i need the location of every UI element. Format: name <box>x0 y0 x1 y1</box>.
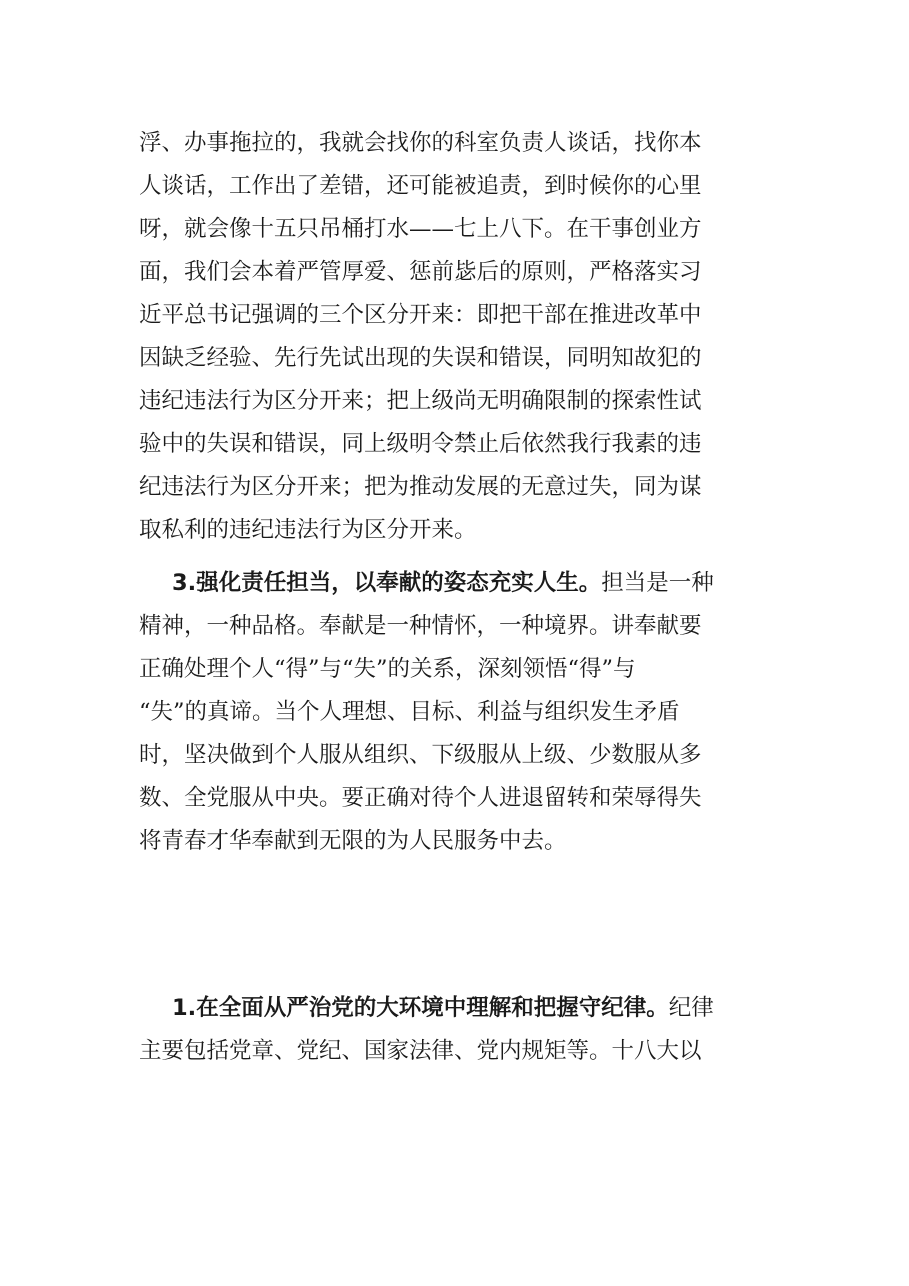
text-line: 面，我们会本着严管厚爱、惩前毖后的原则，严格落实习 <box>139 259 702 285</box>
section-heading <box>139 873 773 977</box>
text-line: 取私利的违纪违法行为区分开来。 <box>139 517 477 543</box>
text-line: 正确处理个人“得”与“失”的关系，深刻领悟“得”与 <box>139 656 636 682</box>
text-line: 数、全党服从中央。要正确对待个人进退留转和荣辱得失 <box>139 785 702 811</box>
paragraph-spacing <box>139 552 773 562</box>
section-heading-line <box>139 873 773 925</box>
text-line: 时，坚决做到个人服从组织、下级服从上级、少数服从多 <box>139 742 702 768</box>
text-line: 违纪违法行为区分开来；把上级尚无明确限制的探索性试 <box>139 388 702 414</box>
text-line: 近平总书记强调的三个区分开来：即把干部在推进改革中 <box>139 302 702 328</box>
text-line: “失”的真谛。当个人理想、目标、利益与组织发生矛盾 <box>139 699 680 725</box>
text-span: 担当是一种 <box>601 570 714 596</box>
section-heading-line <box>139 925 773 977</box>
paragraph-responsibility <box>139 562 773 863</box>
paragraph-spacing <box>139 977 773 987</box>
text-line <box>139 562 773 605</box>
text-line: 精神，一种品格。奉献是一种情怀，一种境界。讲奉献要 <box>139 613 702 639</box>
paragraph-three-distinctions <box>139 122 773 552</box>
text-line: 浮、办事拖拉的，我就会找你的科室负责人谈话，找你本 <box>139 130 702 156</box>
text-line: 纪违法行为区分开来；把为推动发展的无意过失，同为谋 <box>139 474 702 500</box>
paragraph-lead-heading: 1.在全面从严治党的大环境中理解和把握守纪律。 <box>172 995 669 1021</box>
text-line: 人谈话，工作出了差错，还可能被追责，到时候你的心里 <box>139 173 702 199</box>
text-line <box>139 987 773 1030</box>
document-body <box>139 122 773 1073</box>
text-line: 因缺乏经验、先行先试出现的失误和错误，同明知故犯的 <box>139 345 702 371</box>
text-line: 将青春才华奉献到无限的为人民服务中去。 <box>139 828 567 854</box>
paragraph-discipline <box>139 987 773 1073</box>
text-line: 验中的失误和错误，同上级明令禁止后依然我行我素的违 <box>139 431 702 457</box>
paragraph-lead-heading: 3.强化责任担当，以奉献的姿态充实人生。 <box>172 570 602 596</box>
text-line: 主要包括党章、党纪、国家法律、党内规矩等。十八大以 <box>139 1038 702 1064</box>
text-line: 呀，就会像十五只吊桶打水——七上八下。在干事创业方 <box>139 216 702 242</box>
paragraph-spacing <box>139 863 773 873</box>
text-span: 纪律 <box>668 995 714 1021</box>
